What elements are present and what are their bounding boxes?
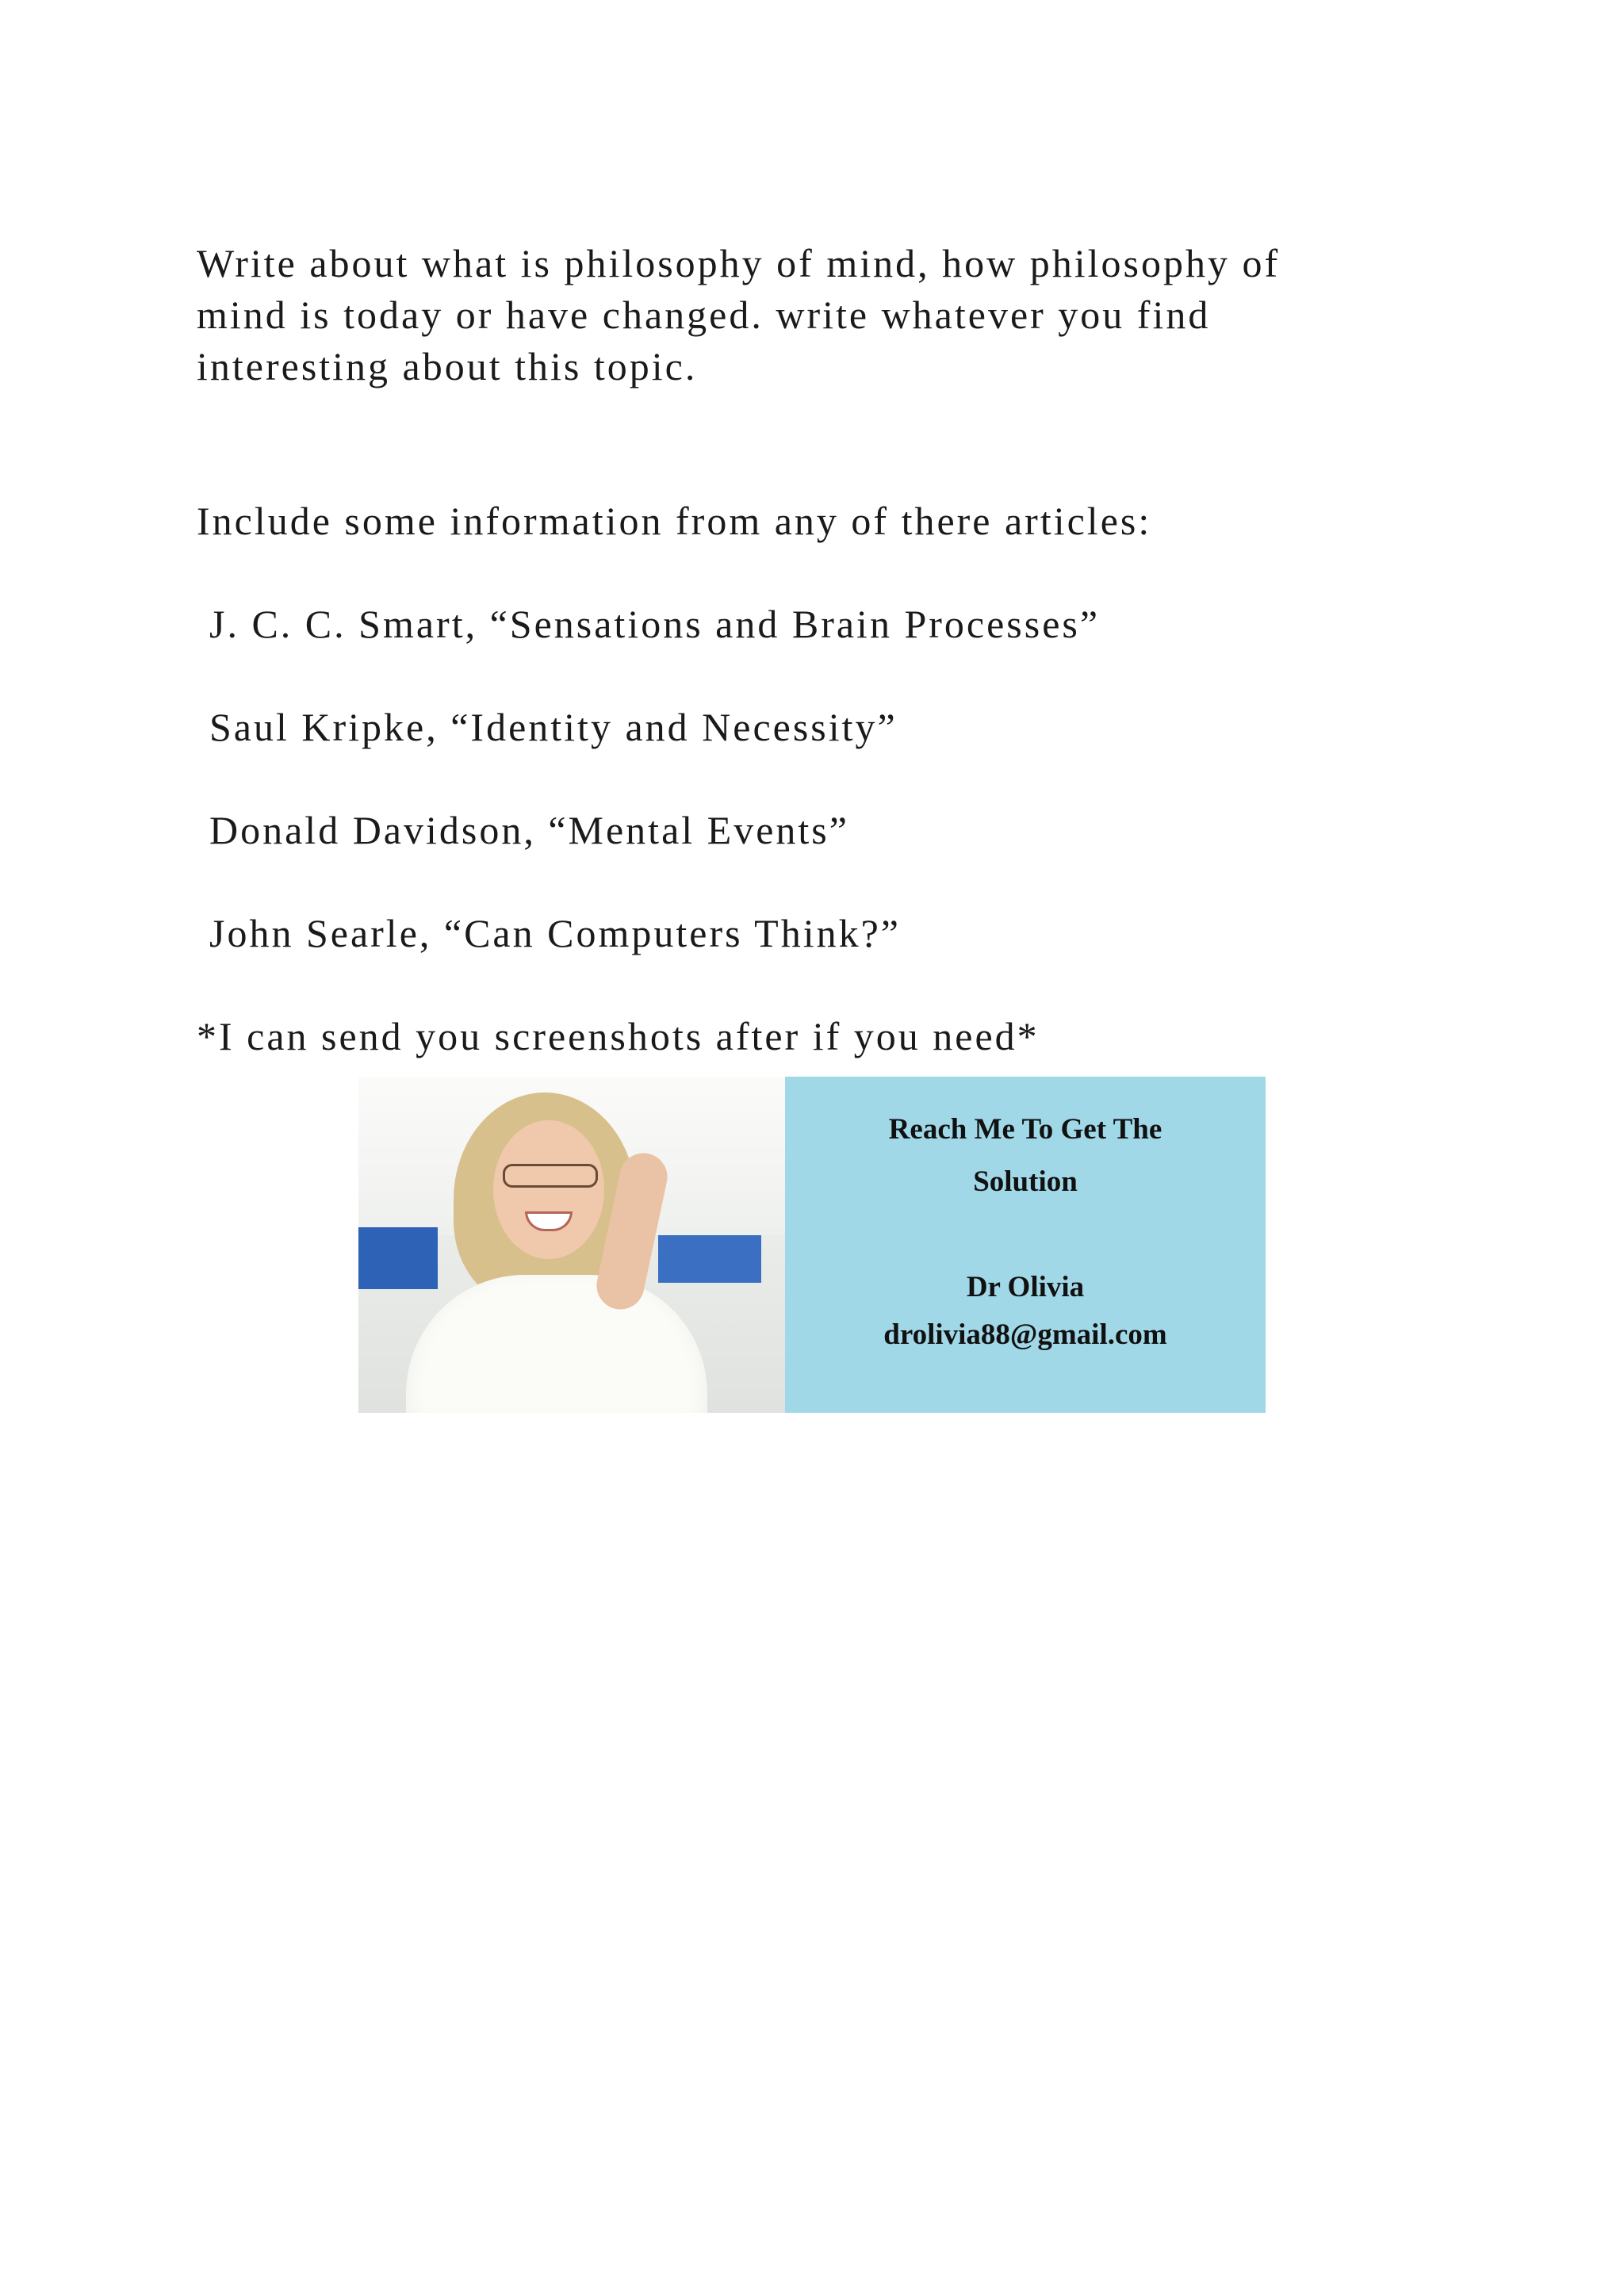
prompt-line: Write about what is philosophy of mind, how philosophy of <box>197 241 1281 285</box>
assignment-prompt <box>197 238 1434 392</box>
article-item: John Searle, “Can Computers Think?” <box>209 911 901 955</box>
article-item: Saul Kripke, “Identity and Necessity” <box>209 705 898 749</box>
prompt-line: mind is today or have changed. write whatever you find <box>197 293 1211 337</box>
promo-heading-line: Solution <box>973 1165 1078 1198</box>
prompt-line: interesting about this topic. <box>197 344 698 388</box>
promo-heading <box>785 1104 1266 1208</box>
document-body <box>197 238 1434 1062</box>
article-item: Donald Davidson, “Mental Events” <box>209 808 849 852</box>
contact-name: Dr Olivia <box>966 1271 1085 1303</box>
glasses <box>503 1164 598 1188</box>
contact-panel <box>785 1077 1266 1413</box>
promo-banner <box>358 1077 1266 1413</box>
promo-heading-line: Reach Me To Get The <box>888 1113 1162 1146</box>
contact-info <box>785 1264 1266 1359</box>
woman-photo <box>358 1077 785 1413</box>
article-item: J. C. C. Smart, “Sensations and Brain Processes” <box>209 602 1101 646</box>
articles-lead: Include some information from any of there articles: <box>197 499 1152 543</box>
footnote: *I can send you screenshots after if you need* <box>197 1014 1040 1058</box>
contact-email: drolivia88@gmail.com <box>883 1318 1167 1351</box>
